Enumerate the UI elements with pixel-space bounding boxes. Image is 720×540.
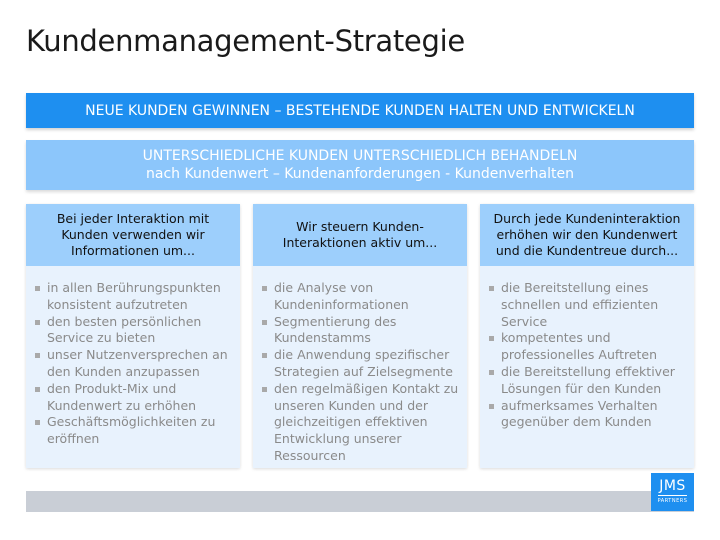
bullet-item: unser Nutzenversprechen an den Kunden anzupassen	[34, 347, 234, 381]
column-bullet-list	[480, 266, 694, 431]
bullet-item: Segmentierung des Kundenstamms	[261, 314, 461, 348]
secondary-banner	[26, 140, 694, 190]
column-header: Wir steuern Kunden-Interaktionen aktiv um...	[253, 204, 467, 266]
column-bullet-list	[253, 266, 467, 465]
primary-banner	[26, 93, 694, 128]
bullet-item: Geschäftsmöglichkeiten zu eröffnen	[34, 414, 234, 448]
bullet-item: den Produkt-Mix und Kundenwert zu erhöhen	[34, 381, 234, 415]
secondary-banner-line2: nach Kundenwert – Kundenanforderungen - Kundenverhalten	[146, 166, 574, 182]
logo-main-text: JMS	[659, 478, 686, 494]
column-header: Durch jede Kundeninteraktion erhöhen wir den Kundenwert und die Kundentreue durch...	[480, 204, 694, 266]
footer-bar	[26, 491, 694, 512]
bullet-item: die Analyse von Kundeninformationen	[261, 280, 461, 314]
column-header: Bei jeder Interaktion mit Kunden verwenden wir Informationen um...	[26, 204, 240, 266]
secondary-banner-line1: UNTERSCHIEDLICHE KUNDEN UNTERSCHIEDLICH BEHANDELN	[142, 148, 578, 164]
strategy-column-3	[480, 204, 694, 468]
bullet-item: die Bereitstellung effektiver Lösungen für den Kunden	[488, 364, 688, 398]
bullet-item: in allen Berührungspunkten konsistent aufzutreten	[34, 280, 234, 314]
jms-partners-logo	[651, 473, 694, 511]
bullet-item: den regelmäßigen Kontakt zu unseren Kunden und der gleichzeitigen effektiven Entwicklung unserer Ressourcen	[261, 381, 461, 465]
bullet-item: die Bereitstellung eines schnellen und effizienten Service	[488, 280, 688, 330]
primary-banner-text: NEUE KUNDEN GEWINNEN – BESTEHENDE KUNDEN HALTEN UND ENTWICKELN	[85, 102, 635, 119]
strategy-column-1	[26, 204, 240, 468]
column-bullet-list	[26, 266, 240, 448]
bullet-item: die Anwendung spezifischer Strategien auf Zielsegmente	[261, 347, 461, 381]
page-title: Kundenmanagement-Strategie	[26, 24, 465, 58]
strategy-column-2	[253, 204, 467, 468]
bullet-item: den besten persönlichen Service zu bieten	[34, 314, 234, 348]
bullet-item: kompetentes und professionelles Auftreten	[488, 330, 688, 364]
logo-sub-text: PARTNERS	[658, 495, 688, 505]
bullet-item: aufmerksames Verhalten gegenüber dem Kunden	[488, 398, 688, 432]
